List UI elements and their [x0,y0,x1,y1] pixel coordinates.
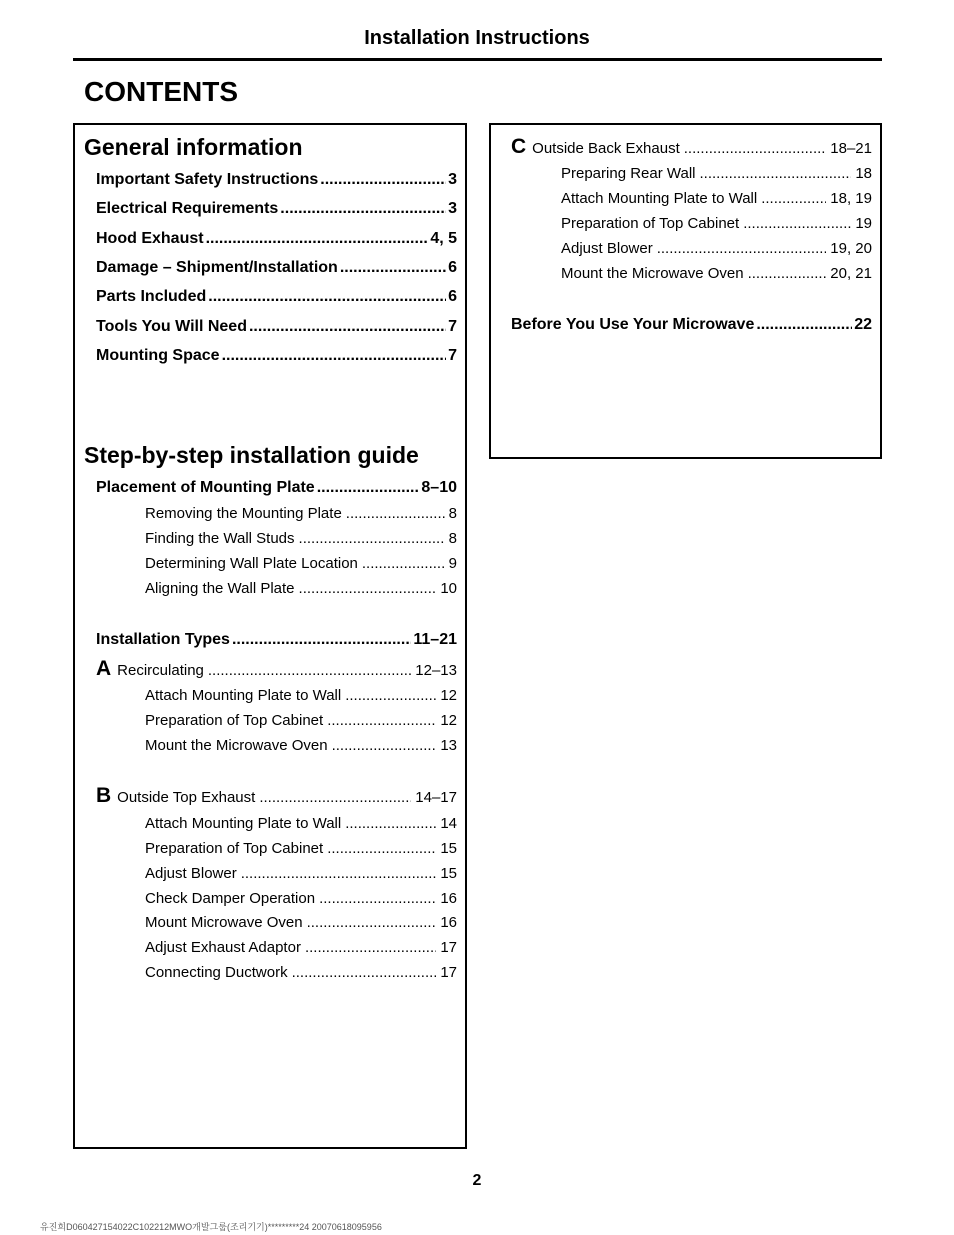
toc-entry-page: 7 [448,347,457,364]
leader-dots [657,240,827,257]
contents-title: CONTENTS [84,76,238,107]
toc-entry-page: 6 [448,259,457,276]
header-title: Installation Instructions [364,27,590,49]
toc-entry-page: 16 [440,890,457,907]
leader-dots [241,865,437,882]
toc-entry-installation-types[interactable] [96,631,457,649]
toc-entry-page: 6 [448,288,457,305]
leader-dots [280,200,446,218]
toc-entry-page: 8 [448,505,457,522]
toc-entry-page: 18–21 [830,140,872,157]
toc-entry-label: Attach Mounting Plate to Wall [145,815,342,832]
toc-entry-safety[interactable] [96,171,457,189]
toc-entry-page: 22 [854,316,872,333]
type-letter-a: A [96,657,112,680]
leader-dots [222,347,447,365]
toc-entry-page: 14 [440,815,457,832]
toc-entry-page: 12–13 [415,662,457,679]
toc-entry-placement[interactable] [96,479,457,497]
toc-entry-label: Preparation of Top Cabinet [561,215,740,232]
toc-entry-label: Preparation of Top Cabinet [145,712,324,729]
toc-subentry-c-blower[interactable] [561,240,872,257]
toc-entry-before-use[interactable] [511,316,872,334]
toc-subentry-aligning[interactable] [145,580,457,597]
toc-entry-label: Installation Types [96,631,230,648]
toc-entry-page: 18 [855,165,872,182]
leader-dots [305,939,436,956]
toc-subentry-removing[interactable] [145,505,457,522]
toc-subentry-determining[interactable] [145,555,457,572]
toc-entry-page: 14–17 [415,789,457,806]
toc-entry-page: 15 [440,840,457,857]
toc-entry-label: Attach Mounting Plate to Wall [145,687,342,704]
toc-entry-label: Preparing Rear Wall [561,165,696,182]
toc-entry-page: 8–10 [421,479,457,496]
toc-entry-page: 7 [448,318,457,335]
toc-entry-label: Mount the Microwave Oven [561,265,744,282]
leader-dots [317,479,420,497]
toc-entry-page: 4, 5 [430,230,457,247]
leader-dots [292,964,437,981]
toc-entry-label: Outside Top Exhaust [117,789,256,806]
leader-dots [249,318,446,336]
toc-entry-outside-back[interactable] [511,135,872,159]
toc-subentry-b-mount[interactable] [145,914,457,931]
leader-dots [208,288,446,306]
leader-dots [320,171,446,189]
type-letter-b: B [96,784,112,807]
toc-subentry-a-attach[interactable] [145,687,457,704]
toc-entry-page: 18, 19 [830,190,872,207]
toc-entry-label: Adjust Blower [561,240,653,257]
toc-entry-hood-exhaust[interactable] [96,230,457,248]
general-information-heading: General information [84,134,303,160]
toc-subentry-c-mount[interactable] [561,265,872,282]
toc-entry-page: 17 [440,939,457,956]
toc-entry-label: Mount Microwave Oven [145,914,303,931]
toc-entry-label: Determining Wall Plate Location [145,555,358,572]
toc-entry-page: 8 [448,530,457,547]
leader-dots [340,259,446,277]
toc-subentry-studs[interactable] [145,530,457,547]
toc-subentry-b-damper[interactable] [145,890,457,907]
leader-dots [232,631,411,649]
toc-entry-electrical[interactable] [96,200,457,218]
leader-dots [259,789,411,806]
leader-dots [206,230,429,248]
leader-dots [299,580,437,597]
toc-entry-page: 16 [440,914,457,931]
toc-entry-page: 11–21 [413,631,457,648]
toc-entry-label: Finding the Wall Studs [145,530,295,547]
toc-entry-mounting-space[interactable] [96,347,457,365]
toc-entry-label: Placement of Mounting Plate [96,479,315,496]
toc-entry-outside-top[interactable] [96,784,457,808]
toc-entry-page: 9 [448,555,457,572]
toc-entry-label: Mount the Microwave Oven [145,737,328,754]
toc-subentry-a-cabinet[interactable] [145,712,457,729]
toc-entry-label: Preparation of Top Cabinet [145,840,324,857]
leader-dots [684,140,827,157]
header-rule [73,58,882,61]
toc-subentry-b-cabinet[interactable] [145,840,457,857]
toc-entry-label: Adjust Exhaust Adaptor [145,939,301,956]
leader-dots [761,190,826,207]
toc-entry-page: 12 [440,712,457,729]
toc-entry-label: Mounting Space [96,347,220,364]
leader-dots [319,890,436,907]
toc-entry-page: 19, 20 [830,240,872,257]
leader-dots [362,555,445,572]
leader-dots [327,712,436,729]
toc-subentry-c-attach[interactable] [561,190,872,207]
toc-entry-page: 10 [440,580,457,597]
toc-subentry-b-attach[interactable] [145,815,457,832]
toc-subentry-c-rear-wall[interactable] [561,165,872,182]
leader-dots [208,662,411,679]
leader-dots [299,530,445,547]
toc-entry-page: 3 [448,200,457,217]
toc-entry-label: Outside Back Exhaust [532,140,680,157]
leader-dots [345,815,436,832]
toc-entry-label: Before You Use Your Microwave [511,316,755,333]
toc-entry-page: 12 [440,687,457,704]
toc-entry-page: 15 [440,865,457,882]
guide-heading: Step-by-step installation guide [84,442,419,468]
leader-dots [345,687,436,704]
toc-entry-damage[interactable] [96,259,457,277]
toc-entry-label: Check Damper Operation [145,890,316,907]
leader-dots [748,265,827,282]
toc-subentry-c-cabinet[interactable] [561,215,872,232]
toc-entry-page: 20, 21 [830,265,872,282]
toc-entry-label: Attach Mounting Plate to Wall [561,190,758,207]
toc-entry-label: Adjust Blower [145,865,237,882]
leader-dots [700,165,852,182]
toc-entry-label: Damage – Shipment/Installation [96,259,338,276]
toc-subentry-b-adaptor[interactable] [145,939,457,956]
toc-entry-label: Electrical Requirements [96,200,279,217]
toc-entry-page: 17 [440,964,457,981]
toc-entry-label: Removing the Mounting Plate [145,505,342,522]
leader-dots [743,215,851,232]
toc-entry-label: Parts Included [96,288,207,305]
leader-dots [756,316,852,334]
page-number: 2 [472,1172,482,1189]
toc-entry-label: Recirculating [117,662,204,679]
leader-dots [327,840,436,857]
footer-code: 유진희D060427154022C102212MWO개발그룹(조리기기)*********24 20070618095956 [40,1222,382,1232]
toc-entry-page: 19 [855,215,872,232]
toc-entry-page: 13 [440,737,457,754]
toc-subentry-b-blower[interactable] [145,865,457,882]
toc-entry-recirculating[interactable] [96,657,457,681]
toc-entry-label: Tools You Will Need [96,318,247,335]
toc-subentry-a-mount[interactable] [145,737,457,754]
toc-entry-page: 3 [448,171,457,188]
type-letter-c: C [511,135,527,158]
leader-dots [332,737,437,754]
toc-subentry-b-ductwork[interactable] [145,964,457,981]
leader-dots [346,505,445,522]
toc-entry-label: Important Safety Instructions [96,171,319,188]
leader-dots [307,914,437,931]
toc-entry-parts[interactable] [96,288,457,306]
toc-entry-tools[interactable] [96,318,457,336]
toc-entry-label: Connecting Ductwork [145,964,288,981]
toc-entry-label: Aligning the Wall Plate [145,580,295,597]
toc-entry-label: Hood Exhaust [96,230,204,247]
